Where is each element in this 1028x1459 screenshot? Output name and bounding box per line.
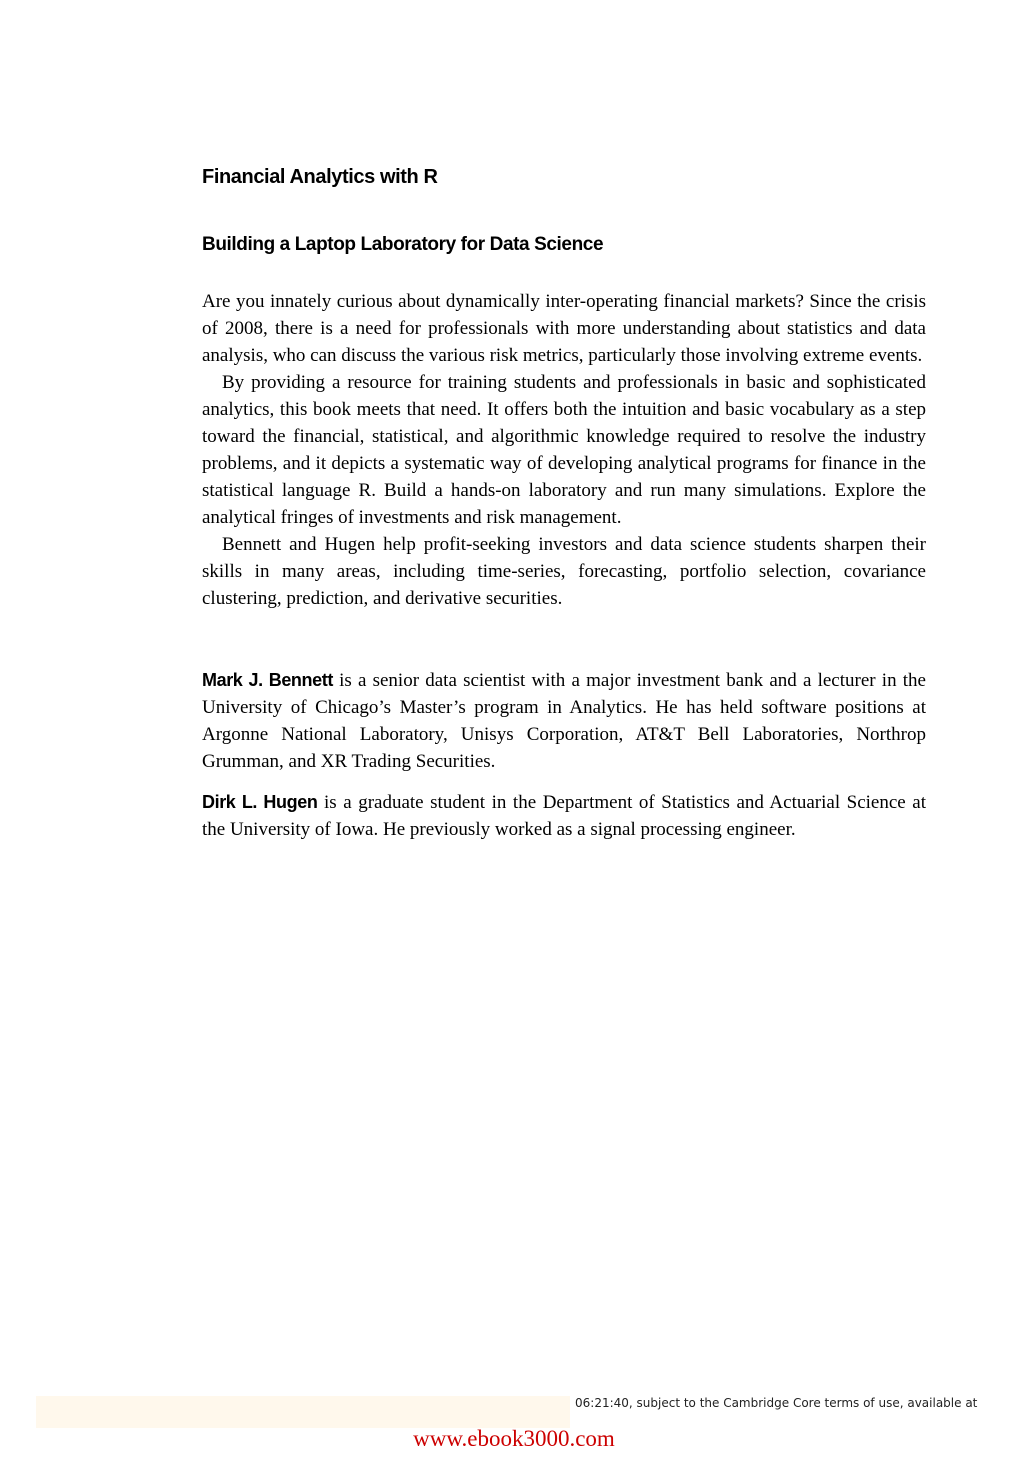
author-bio-text: is a graduate student in the Department of Statistics and Actuarial Science at the University of Iowa. He previously worked as a signal processing engineer. <box>202 792 926 840</box>
author-name: Dirk L. Hugen <box>202 792 318 812</box>
book-subtitle: Building a Laptop Laboratory for Data Science <box>202 234 604 255</box>
footer-terms-note: 06:21:40, subject to the Cambridge Core terms of use, available at <box>575 1396 978 1410</box>
book-description <box>202 288 926 612</box>
watermark-link[interactable]: www.ebook3000.com <box>413 1426 615 1451</box>
book-title: Financial Analytics with R <box>202 166 438 188</box>
author-bio-bennett <box>202 667 926 775</box>
description-paragraph: By providing a resource for training students and professionals in basic and sophisticated analytics, this book meets that need. It offers both the intuition and basic vocabulary as a step toward the financial, statistical, and algorithmic knowledge required to resolve the industry problems, and it depicts a systematic way of developing analytical programs for finance in the statistical language R. Build a hands-on laboratory and run many simulations. Explore the analytical fringes of investments and risk management. <box>202 372 926 528</box>
description-paragraph: Bennett and Hugen help profit-seeking investors and data science students sharpen their skills in many areas, including time-series, forecasting, portfolio selection, covariance clustering, prediction, and derivative securities. <box>202 534 926 609</box>
author-bio-text: is a senior data scientist with a major investment bank and a lecturer in the University of Chicago’s Master’s program in Analytics. He has held software positions at Argonne National Laboratory, Unisys Corporation, AT&T Bell Laboratories, Northrop Grumman, and XR Trading Securities. <box>202 670 926 772</box>
footer-band <box>36 1396 570 1428</box>
author-bio-hugen <box>202 789 926 843</box>
description-paragraph: Are you innately curious about dynamically inter-operating financial markets? Since the crisis of 2008, there is a need for professionals with more understanding about statistics and data analysis, who can discuss the various risk metrics, particularly those involving extreme events. <box>202 291 926 366</box>
author-name: Mark J. Bennett <box>202 670 333 690</box>
